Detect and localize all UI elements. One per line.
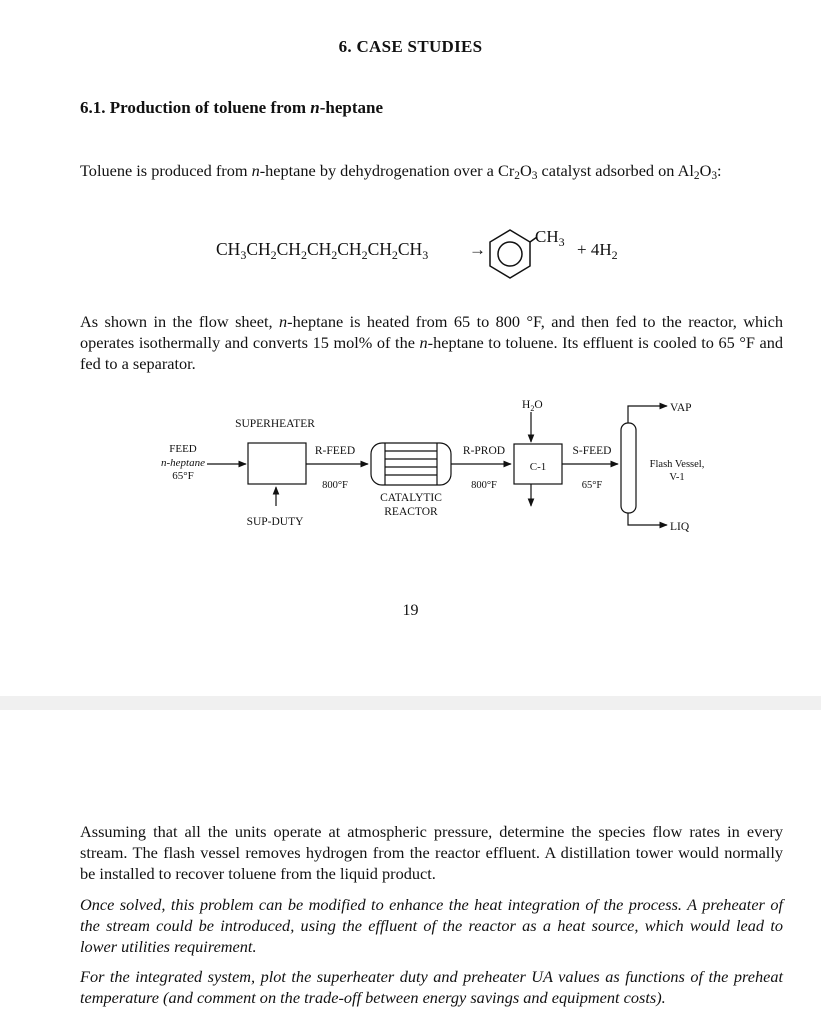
page-2 bbox=[0, 710, 821, 1030]
r-prod-temp-label: 800°F bbox=[471, 480, 497, 491]
intro-paragraph bbox=[80, 160, 783, 181]
flash-vessel-shape bbox=[621, 423, 636, 513]
s-feed-temp-label: 65°F bbox=[581, 480, 603, 491]
vap-label: VAP bbox=[670, 402, 692, 414]
integration-paragraph: For the integrated system, plot the superheater duty and preheater UA values as functions of the preheat temperature (and comment on the trade-off between energy savings and equipment costs). bbox=[80, 967, 783, 1007]
intro-text: O bbox=[699, 161, 712, 180]
liq-stream-line bbox=[628, 513, 667, 525]
flowsheet-paragraph bbox=[80, 311, 783, 374]
sup-duty-label: SUP-DUTY bbox=[246, 516, 304, 528]
cooler-label: C-1 bbox=[529, 461, 547, 473]
reaction-arrow: → bbox=[469, 240, 486, 259]
intro-text: O bbox=[519, 161, 532, 180]
process-flow-diagram bbox=[0, 388, 821, 548]
flowsheet-text: As shown in the flow sheet, bbox=[80, 312, 280, 331]
flowsheet-italic-n: n bbox=[419, 333, 428, 352]
intro-subscript: 3 bbox=[531, 169, 538, 182]
assumption-paragraph: Assuming that all the units operate at atmospheric pressure, determine the species flow rates in every stream. The flash vessel removes hydrogen from the reactor effluent. A distillation tower would normally be installed to recover toluene from the liquid product. bbox=[80, 822, 783, 883]
superheater-label: SUPERHEATER bbox=[235, 418, 315, 430]
feed-component-label: n-heptane bbox=[161, 457, 205, 469]
flowsheet-italic-n: n bbox=[279, 312, 288, 331]
intro-text: : bbox=[717, 161, 722, 180]
r-prod-label: R-PROD bbox=[462, 445, 506, 457]
intro-italic-n: n bbox=[251, 161, 260, 180]
flowsheet-text: -heptane is heated from 65 to 800 °F, and then fed to the reactor, which operates isothermally and converts 15 mol% of the bbox=[80, 312, 784, 352]
liq-label: LIQ bbox=[670, 521, 690, 533]
reactor-label-1: CATALYTIC bbox=[380, 492, 442, 504]
section-title-text: 6.1. Production of toluene from bbox=[80, 98, 311, 117]
s-feed-label: S-FEED bbox=[572, 445, 612, 457]
superheater-box bbox=[248, 443, 306, 484]
flash-vessel-label-1: Flash Vessel, bbox=[649, 459, 705, 470]
section-title-suffix: -heptane bbox=[319, 98, 384, 117]
chapter-title: 6. CASE STUDIES bbox=[338, 37, 483, 56]
reactor-shape bbox=[371, 443, 451, 485]
flowsheet-text: -heptane to toluene. Its effluent is cooled to 65 °F and fed to a separator. bbox=[80, 333, 784, 373]
r-feed-temp-label: 800°F bbox=[322, 480, 348, 491]
intro-text: Toluene is produced from bbox=[80, 161, 252, 180]
methyl-group: $CH_3$ bbox=[535, 227, 565, 249]
intro-subscript: 3 bbox=[711, 169, 718, 182]
page-number: 19 bbox=[402, 602, 419, 619]
reaction-equation bbox=[0, 205, 821, 285]
section-title-italic-n: n bbox=[310, 98, 320, 117]
modification-paragraph: Once solved, this problem can be modified to enhance the heat integration of the process. A preheater of the stream could be introduced, using the effluent of the reactor as a heat source, which would lead to lower utilities requirement. bbox=[80, 895, 783, 956]
page-separator bbox=[0, 696, 821, 710]
hydrogen-product: + $4H_2$ bbox=[577, 240, 618, 262]
feed-label: FEED bbox=[169, 443, 197, 455]
benzene-ring-icon bbox=[490, 230, 537, 278]
flash-vessel-label-2: V-1 bbox=[669, 472, 685, 483]
reactant-formula: $CH_3CH_2CH_2CH_2CH_2CH_2CH_3$ bbox=[216, 239, 429, 262]
reactor-label-2: REACTOR bbox=[384, 506, 438, 518]
r-feed-label: R-FEED bbox=[314, 445, 356, 457]
intro-text: -heptane by dehydrogenation over a Cr bbox=[259, 161, 515, 180]
intro-subscript: 2 bbox=[514, 169, 520, 182]
water-label: $H_2O$ bbox=[522, 399, 543, 413]
vap-stream-line bbox=[628, 406, 667, 423]
intro-text: catalyst adsorbed on Al bbox=[537, 161, 694, 180]
intro-subscript: 2 bbox=[693, 169, 700, 182]
section-title bbox=[80, 98, 383, 118]
feed-temp-label: 65°F bbox=[172, 470, 194, 482]
